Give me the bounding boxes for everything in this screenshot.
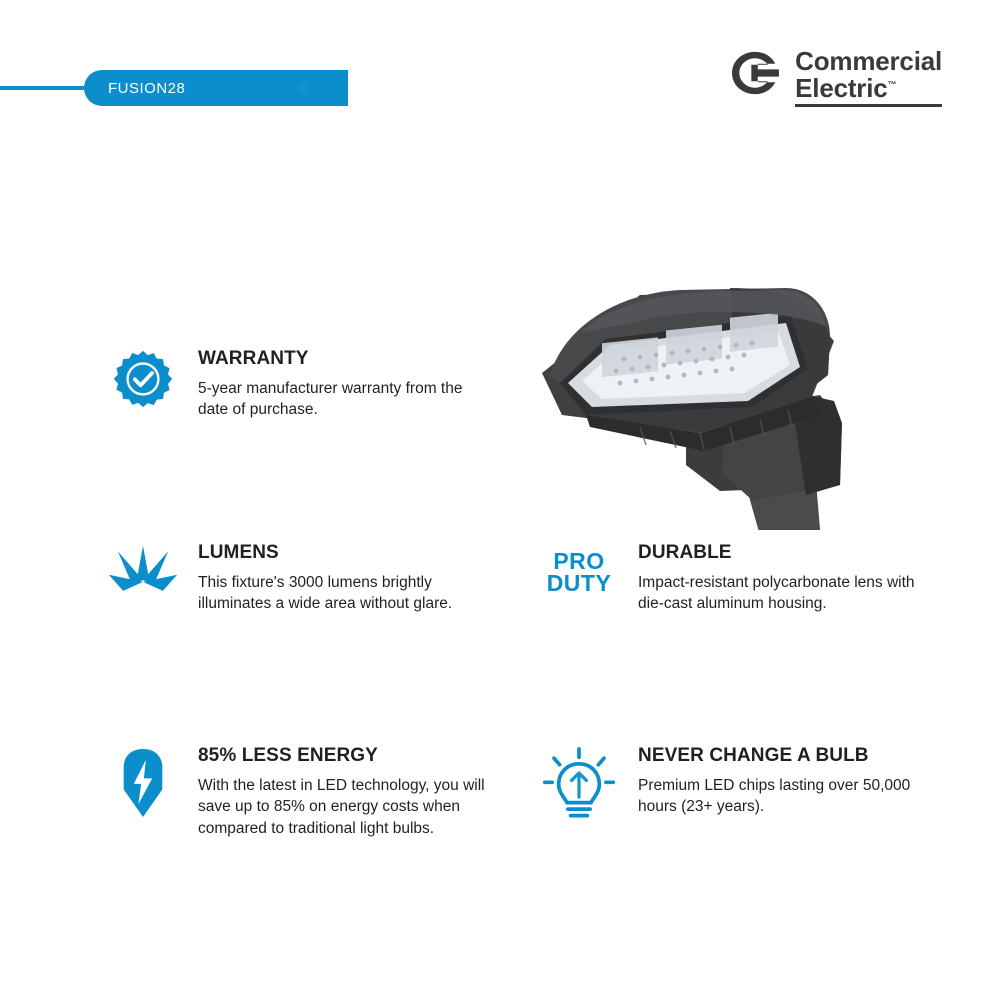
- ce-monogram-watermark-icon: [294, 81, 316, 95]
- feature-lumens-body: [198, 542, 488, 615]
- ce-monogram-icon: [727, 50, 783, 96]
- feature-warranty-title: WARRANTY: [198, 348, 309, 369]
- brand-line-2: [795, 72, 942, 103]
- pro-duty-icon: [546, 544, 612, 597]
- feature-durable: [520, 542, 940, 615]
- pro-duty-line-1: PRO: [553, 548, 605, 574]
- feature-energy-body: [198, 745, 488, 839]
- feature-energy-title: 85% LESS ENERGY: [198, 745, 378, 766]
- feature-durable-body: [638, 542, 940, 615]
- feature-durable-desc: Impact-resistant polycarbonate lens with die-cast aluminum housing.: [638, 574, 915, 613]
- pro-duty-line-2: DUTY: [546, 570, 612, 597]
- energy-bolt-arrow-icon: [120, 747, 166, 819]
- feature-energy: [88, 745, 488, 839]
- feature-warranty-desc: 5-year manufacturer warranty from the date of purchase.: [198, 380, 463, 419]
- brand-wordmark: [795, 48, 942, 101]
- feature-lumens-desc: This fixture's 3000 lumens brightly illuminates a wide area without glare.: [198, 574, 453, 613]
- feature-warranty: [88, 348, 488, 421]
- feature-energy-icon-wrap: [88, 745, 198, 819]
- feature-bulb-body: [638, 745, 940, 818]
- feature-lumens-title: LUMENS: [198, 542, 279, 563]
- feature-durable-title: DURABLE: [638, 542, 732, 563]
- feature-warranty-body: [198, 348, 488, 421]
- brand-logo: [727, 48, 942, 101]
- product-image: [490, 255, 890, 530]
- lightbulb-icon: [542, 747, 616, 825]
- brightness-burst-icon: [107, 544, 179, 600]
- feature-bulb-desc: Premium LED chips lasting over 50,000 hours (23+ years).: [638, 777, 911, 816]
- brand-trademark: ™: [887, 78, 897, 89]
- product-line-label: FUSION28: [108, 79, 186, 97]
- brand-line-1: Commercial: [795, 46, 942, 76]
- feature-bulb: [520, 745, 940, 825]
- feature-bulb-title: NEVER CHANGE A BULB: [638, 745, 869, 766]
- brand-line-2-text: Electric: [795, 72, 888, 103]
- feature-warranty-icon-wrap: [88, 348, 198, 408]
- feature-energy-desc: With the latest in LED technology, you will save up to 85% on energy costs when compared to traditional light bulbs.: [198, 777, 485, 837]
- feature-lumens-icon-wrap: [88, 542, 198, 600]
- brand-underline: [795, 104, 942, 107]
- product-line-banner: [84, 70, 348, 106]
- feature-durable-icon-wrap: [520, 542, 638, 597]
- badge-check-icon: [114, 350, 172, 408]
- feature-lumens: [88, 542, 488, 615]
- feature-bulb-icon-wrap: [520, 745, 638, 825]
